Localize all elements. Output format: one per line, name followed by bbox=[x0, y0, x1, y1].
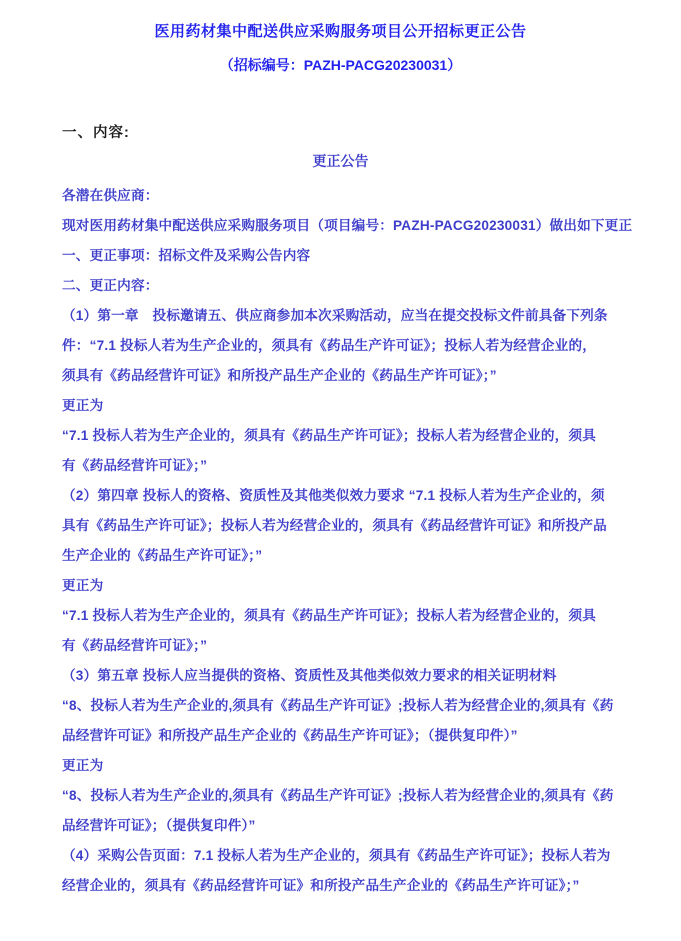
body-line: 更正为 bbox=[62, 398, 104, 413]
body-line: 品经营许可证》和所投产品生产企业的《药品生产许可证》；（提供复印件）” bbox=[62, 728, 518, 743]
body-line: “8、投标人若为生产企业的,须具有《药品生产许可证》;投标人若为经营企业的,须具有《药 bbox=[62, 698, 614, 713]
body-line: 一、更正事项：招标文件及采购公告内容 bbox=[62, 248, 311, 263]
body-line: （4）采购公告页面：7.1 投标人若为生产企业的，须具有《药品生产许可证》；投标人若为 bbox=[62, 848, 611, 863]
body-line: 各潜在供应商： bbox=[62, 188, 159, 203]
body-line: 更正为 bbox=[62, 578, 104, 593]
tender-number: （招标编号：PAZH-PACG20230031） bbox=[219, 57, 462, 73]
body-line: （3）第五章 投标人应当提供的资格、资质性及其他类似效力要求的相关证明材料 bbox=[62, 668, 557, 683]
body-line: 有《药品经营许可证》；” bbox=[62, 458, 208, 473]
body-line: 件：“7.1 投标人若为生产企业的，须具有《药品生产许可证》；投标人若为经营企业的， bbox=[62, 338, 597, 353]
body-line: “7.1 投标人若为生产企业的，须具有《药品生产许可证》；投标人若为经营企业的，须具 bbox=[62, 428, 597, 443]
body-line: 二、更正内容： bbox=[62, 278, 159, 293]
document-body bbox=[62, 181, 651, 901]
body-line: “7.1 投标人若为生产企业的，须具有《药品生产许可证》；投标人若为经营企业的，须具 bbox=[62, 608, 597, 623]
body-line: 更正为 bbox=[62, 758, 104, 773]
correction-notice-title: 更正公告 bbox=[312, 153, 369, 169]
body-line: 具有《药品生产许可证》；投标人若为经营企业的，须具有《药品经营许可证》和所投产品 bbox=[62, 518, 607, 533]
body-line: 经营企业的，须具有《药品经营许可证》和所投产品生产企业的《药品生产许可证》；” bbox=[62, 878, 580, 893]
document-title: 医用药材集中配送供应采购服务项目公开招标更正公告 bbox=[154, 23, 527, 40]
section-heading-content: 一、内容: bbox=[62, 125, 130, 141]
body-line: 有《药品经营许可证》；” bbox=[62, 638, 208, 653]
body-line: 生产企业的《药品生产许可证》；” bbox=[62, 548, 263, 563]
body-line: 现对医用药材集中配送供应采购服务项目（项目编号：PAZH-PACG20230031）做出如下更正 bbox=[62, 218, 633, 233]
body-line: 须具有《药品经营许可证》和所投产品生产企业的《药品生产许可证》；” bbox=[62, 368, 497, 383]
body-line: （1）第一章 投标邀请五、供应商参加本次采购活动，应当在提交投标文件前具备下列条 bbox=[62, 308, 608, 323]
body-line: 品经营许可证》；（提供复印件）” bbox=[62, 818, 256, 833]
body-line: “8、投标人若为生产企业的,须具有《药品生产许可证》;投标人若为经营企业的,须具有《药 bbox=[62, 788, 614, 803]
body-line: （2）第四章 投标人的资格、资质性及其他类似效力要求 “7.1 投标人若为生产企业的，须 bbox=[62, 488, 605, 503]
